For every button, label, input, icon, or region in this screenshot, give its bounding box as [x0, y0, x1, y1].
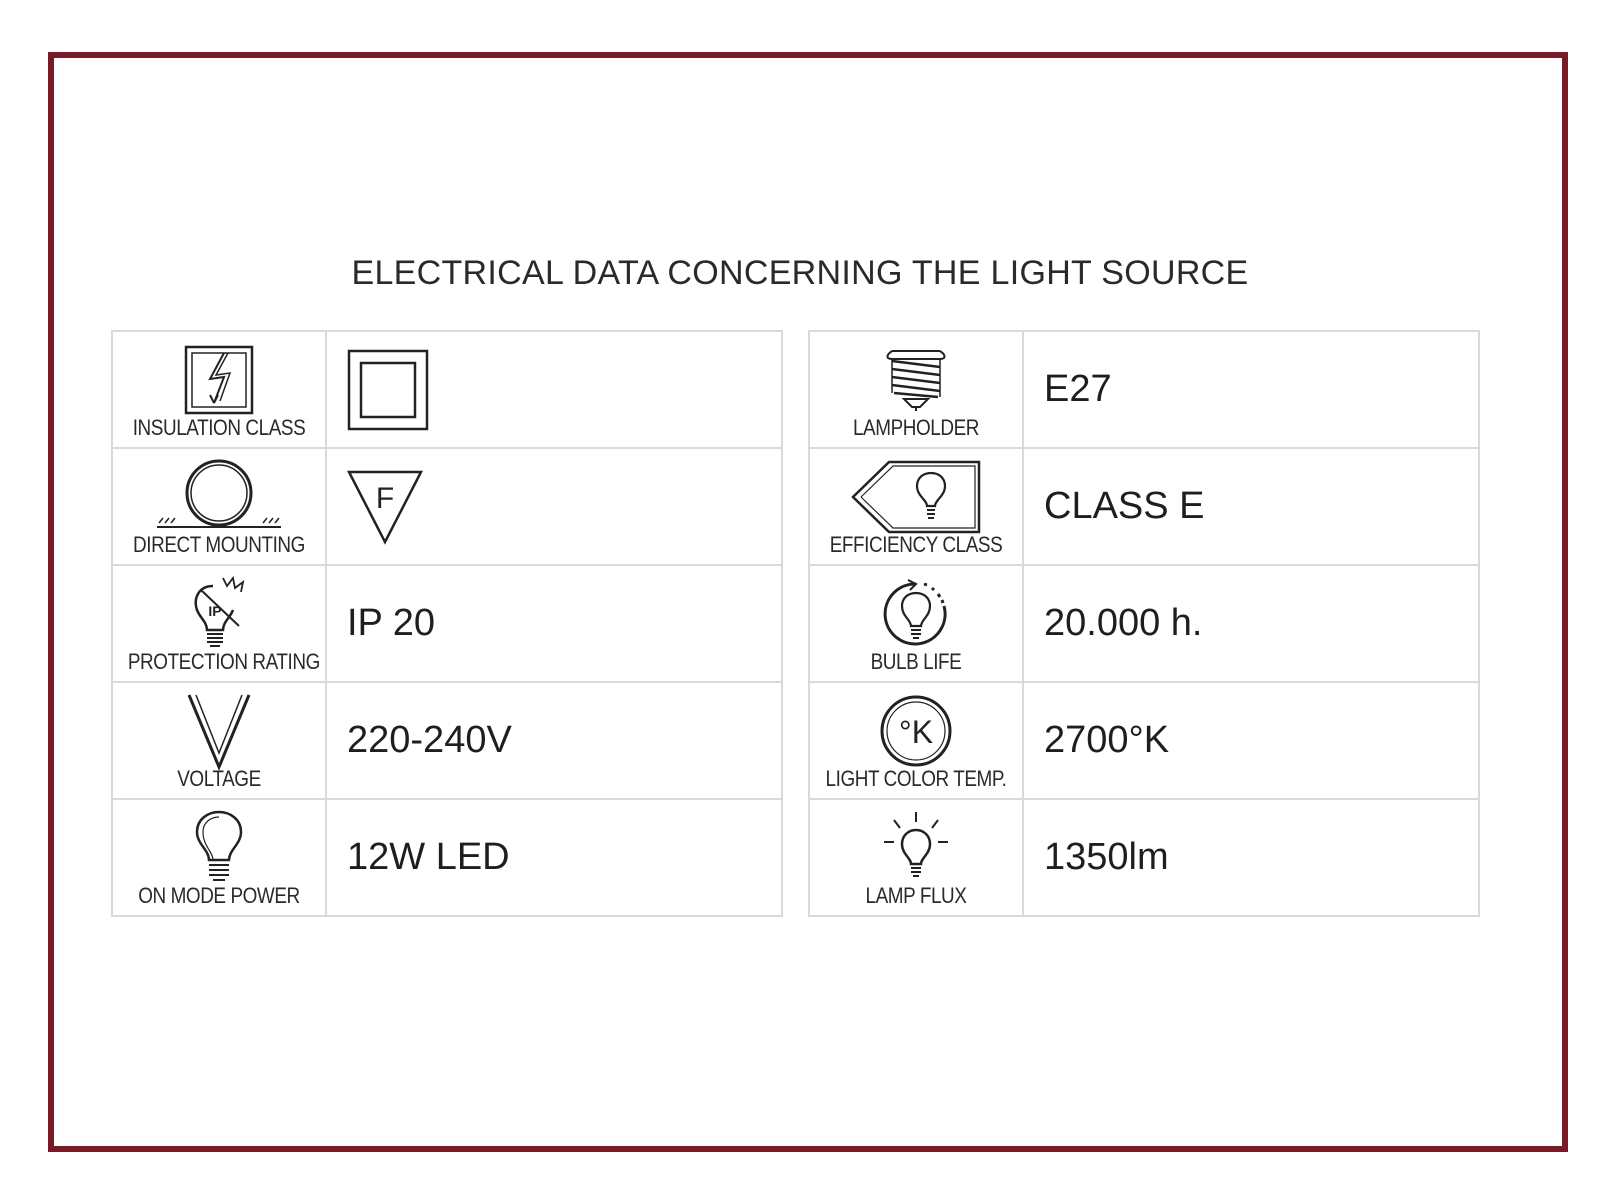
table-row [809, 565, 1479, 682]
page-title: ELECTRICAL DATA CONCERNING THE LIGHT SOURCE [351, 254, 1249, 292]
bulb-life-icon [880, 578, 952, 650]
icon-cell [112, 799, 326, 916]
value-cell [326, 448, 782, 565]
lamp-flux-label: LAMP FLUX [865, 883, 967, 908]
icon-cell [112, 682, 326, 799]
lampholder-screw-icon [886, 347, 946, 413]
value-cell [1023, 448, 1479, 565]
f-triangle-icon [347, 470, 423, 544]
protection-rating-value: IP 20 [347, 602, 436, 644]
value-cell [326, 682, 782, 799]
direct-mounting-icon [149, 461, 289, 533]
icon-cell [809, 448, 1023, 565]
efficiency-class-value: CLASS E [1044, 485, 1205, 527]
table-row [112, 565, 782, 682]
table-row [809, 799, 1479, 916]
efficiency-class-label: EFFICIENCY CLASS [829, 532, 1003, 557]
lamp-flux-value: 1350lm [1044, 836, 1169, 878]
icon-cell [112, 565, 326, 682]
on-mode-power-value: 12W LED [347, 836, 510, 878]
icon-cell [112, 448, 326, 565]
ip-icon-text: IP [208, 603, 222, 619]
table-row [809, 331, 1479, 448]
efficiency-class-icon [851, 460, 981, 534]
bulb-life-value: 20.000 h. [1044, 602, 1203, 644]
table-row [112, 331, 782, 448]
icon-cell [112, 331, 326, 448]
light-color-temp-value: 2700°K [1044, 719, 1170, 761]
spec-table-left [111, 330, 783, 917]
kelvin-icon [880, 695, 952, 767]
lampholder-value: E27 [1044, 368, 1112, 410]
bulb-icon [193, 810, 245, 886]
value-cell [326, 799, 782, 916]
kelvin-icon-text: °K [898, 714, 934, 750]
value-cell [1023, 565, 1479, 682]
insulation-class-label: INSULATION CLASS [132, 415, 306, 440]
on-mode-power-label: ON MODE POWER [138, 883, 300, 908]
table-row [112, 448, 782, 565]
protection-rating-icon [189, 576, 249, 652]
table-row [112, 682, 782, 799]
direct-mounting-label: DIRECT MOUNTING [133, 532, 305, 557]
insulation-class-icon [184, 345, 254, 415]
table-row [112, 799, 782, 916]
f-triangle-text: F [375, 481, 395, 515]
protection-rating-label: PROTECTION RATING [127, 649, 320, 674]
bulb-life-label: BULB LIFE [870, 649, 962, 674]
lamp-flux-icon [880, 812, 952, 884]
icon-cell [809, 682, 1023, 799]
table-row [809, 682, 1479, 799]
voltage-icon [187, 693, 251, 769]
voltage-value: 220-240V [347, 719, 512, 761]
voltage-label: VOLTAGE [177, 766, 261, 791]
value-cell [1023, 331, 1479, 448]
value-cell [326, 331, 782, 448]
light-color-temp-label: LIGHT COLOR TEMP. [825, 766, 1007, 791]
icon-cell [809, 331, 1023, 448]
value-cell [326, 565, 782, 682]
spec-table-right [808, 330, 1480, 917]
table-row [809, 448, 1479, 565]
value-cell [1023, 799, 1479, 916]
lampholder-label: LAMPHOLDER [852, 415, 980, 440]
icon-cell [809, 565, 1023, 682]
icon-cell [809, 799, 1023, 916]
value-cell [1023, 682, 1479, 799]
class-ii-double-square-icon [347, 349, 429, 431]
